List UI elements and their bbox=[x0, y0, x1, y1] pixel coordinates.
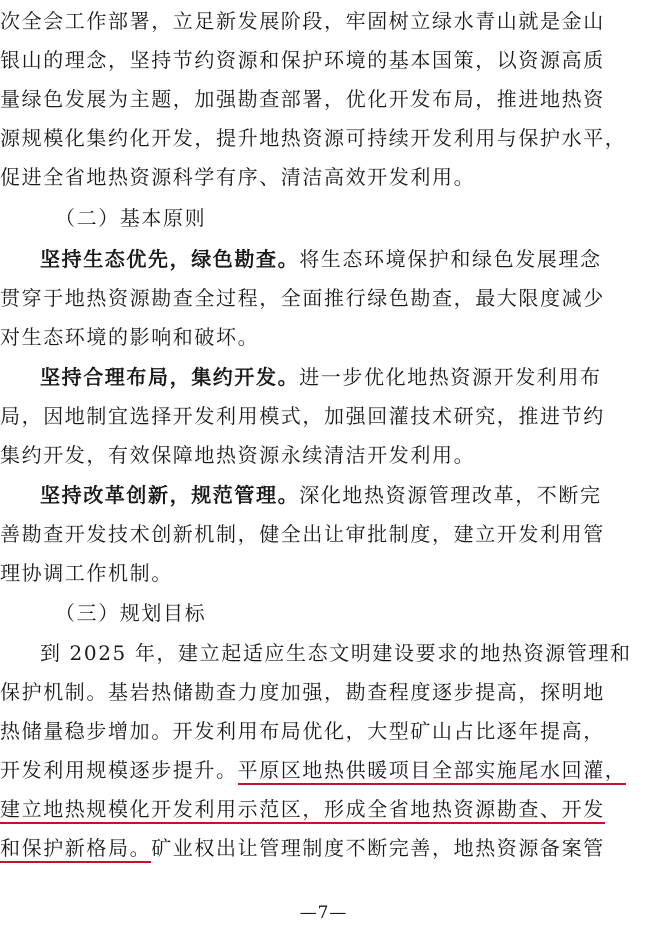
text-line bbox=[0, 164, 475, 190]
heading-text: （二）基本原则 bbox=[55, 206, 207, 230]
text-line bbox=[0, 835, 605, 863]
section-heading bbox=[55, 205, 206, 231]
principle-line bbox=[40, 364, 602, 390]
text-line bbox=[0, 560, 173, 586]
line-text: 开发利用规模逐步提升。 bbox=[0, 758, 238, 782]
line-text: 热储量稳步增加。开发利用布局优化，大型矿山占比逐年提高， bbox=[0, 719, 605, 743]
principle-line bbox=[40, 246, 602, 272]
principle-title: 坚持改革创新，规范管理。 bbox=[40, 483, 300, 507]
text-line bbox=[40, 640, 632, 666]
line-text: 将生态环境保护和绿色发展理念 bbox=[299, 247, 602, 271]
underlined-text: 和保护新格局。 bbox=[0, 836, 151, 863]
text-line bbox=[0, 403, 605, 429]
text-line bbox=[0, 521, 605, 547]
text-line bbox=[0, 796, 605, 824]
line-text: 矿业权出让管理制度不断完善，地热资源备案管 bbox=[151, 836, 605, 860]
line-text: 到 2025 年，建立起适应生态文明建设要求的地热资源管理和 bbox=[40, 641, 632, 665]
line-text: 量绿色发展为主题，加强勘查部署，优化开发布局，推进地热资 bbox=[0, 87, 605, 111]
line-text: 保护机制。基岩热储勘查力度加强，勘查程度逐步提高，探明地 bbox=[0, 680, 605, 704]
page-number: —7— bbox=[299, 903, 348, 923]
principle-title: 坚持合理布局，集约开发。 bbox=[40, 365, 300, 389]
underlined-text: 建立地热规模化开发利用示范区，形成全省地热资源勘查、开发 bbox=[0, 797, 605, 824]
heading-text: （三）规划目标 bbox=[55, 601, 207, 625]
principle-line bbox=[40, 482, 602, 508]
line-text: 对生态环境的影响和破坏。 bbox=[0, 325, 260, 349]
section-heading bbox=[55, 600, 206, 626]
principle-title: 坚持生态优先，绿色勘查。 bbox=[40, 247, 300, 271]
text-line bbox=[0, 324, 259, 350]
text-line bbox=[0, 125, 626, 151]
underlined-text: 平原区地热供暖项目全部实施尾水回灌， bbox=[238, 758, 627, 785]
line-text: 集约开发，有效保障地热资源永续清洁开发利用。 bbox=[0, 443, 476, 467]
line-text: 次全会工作部署，立足新发展阶段，牢固树立绿水青山就是金山 bbox=[0, 9, 605, 33]
text-line bbox=[0, 86, 605, 112]
line-text: 理协调工作机制。 bbox=[0, 561, 173, 585]
text-line bbox=[0, 718, 605, 744]
line-text: 局，因地制宜选择开发利用模式，加强回灌技术研究，推进节约 bbox=[0, 404, 605, 428]
text-line bbox=[0, 757, 626, 785]
line-text: 善勘查开发技术创新机制，健全出让审批制度，建立开发利用管 bbox=[0, 522, 605, 546]
line-text: 源规模化集约化开发，提升地热资源可持续开发利用与保护水平， bbox=[0, 126, 627, 150]
text-line bbox=[0, 47, 605, 73]
text-line bbox=[0, 679, 605, 705]
text-line bbox=[0, 8, 605, 34]
text-line bbox=[0, 442, 475, 468]
text-line bbox=[0, 285, 605, 311]
line-text: 促进全省地热资源科学有序、清洁高效开发利用。 bbox=[0, 165, 476, 189]
line-text: 进一步优化地热资源开发利用布 bbox=[299, 365, 602, 389]
line-text: 深化地热资源管理改革，不断完 bbox=[299, 483, 602, 507]
line-text: 贯穿于地热资源勘查全过程，全面推行绿色勘查，最大限度减少 bbox=[0, 286, 605, 310]
line-text: 银山的理念，坚持节约资源和保护环境的基本国策，以资源高质 bbox=[0, 48, 605, 72]
